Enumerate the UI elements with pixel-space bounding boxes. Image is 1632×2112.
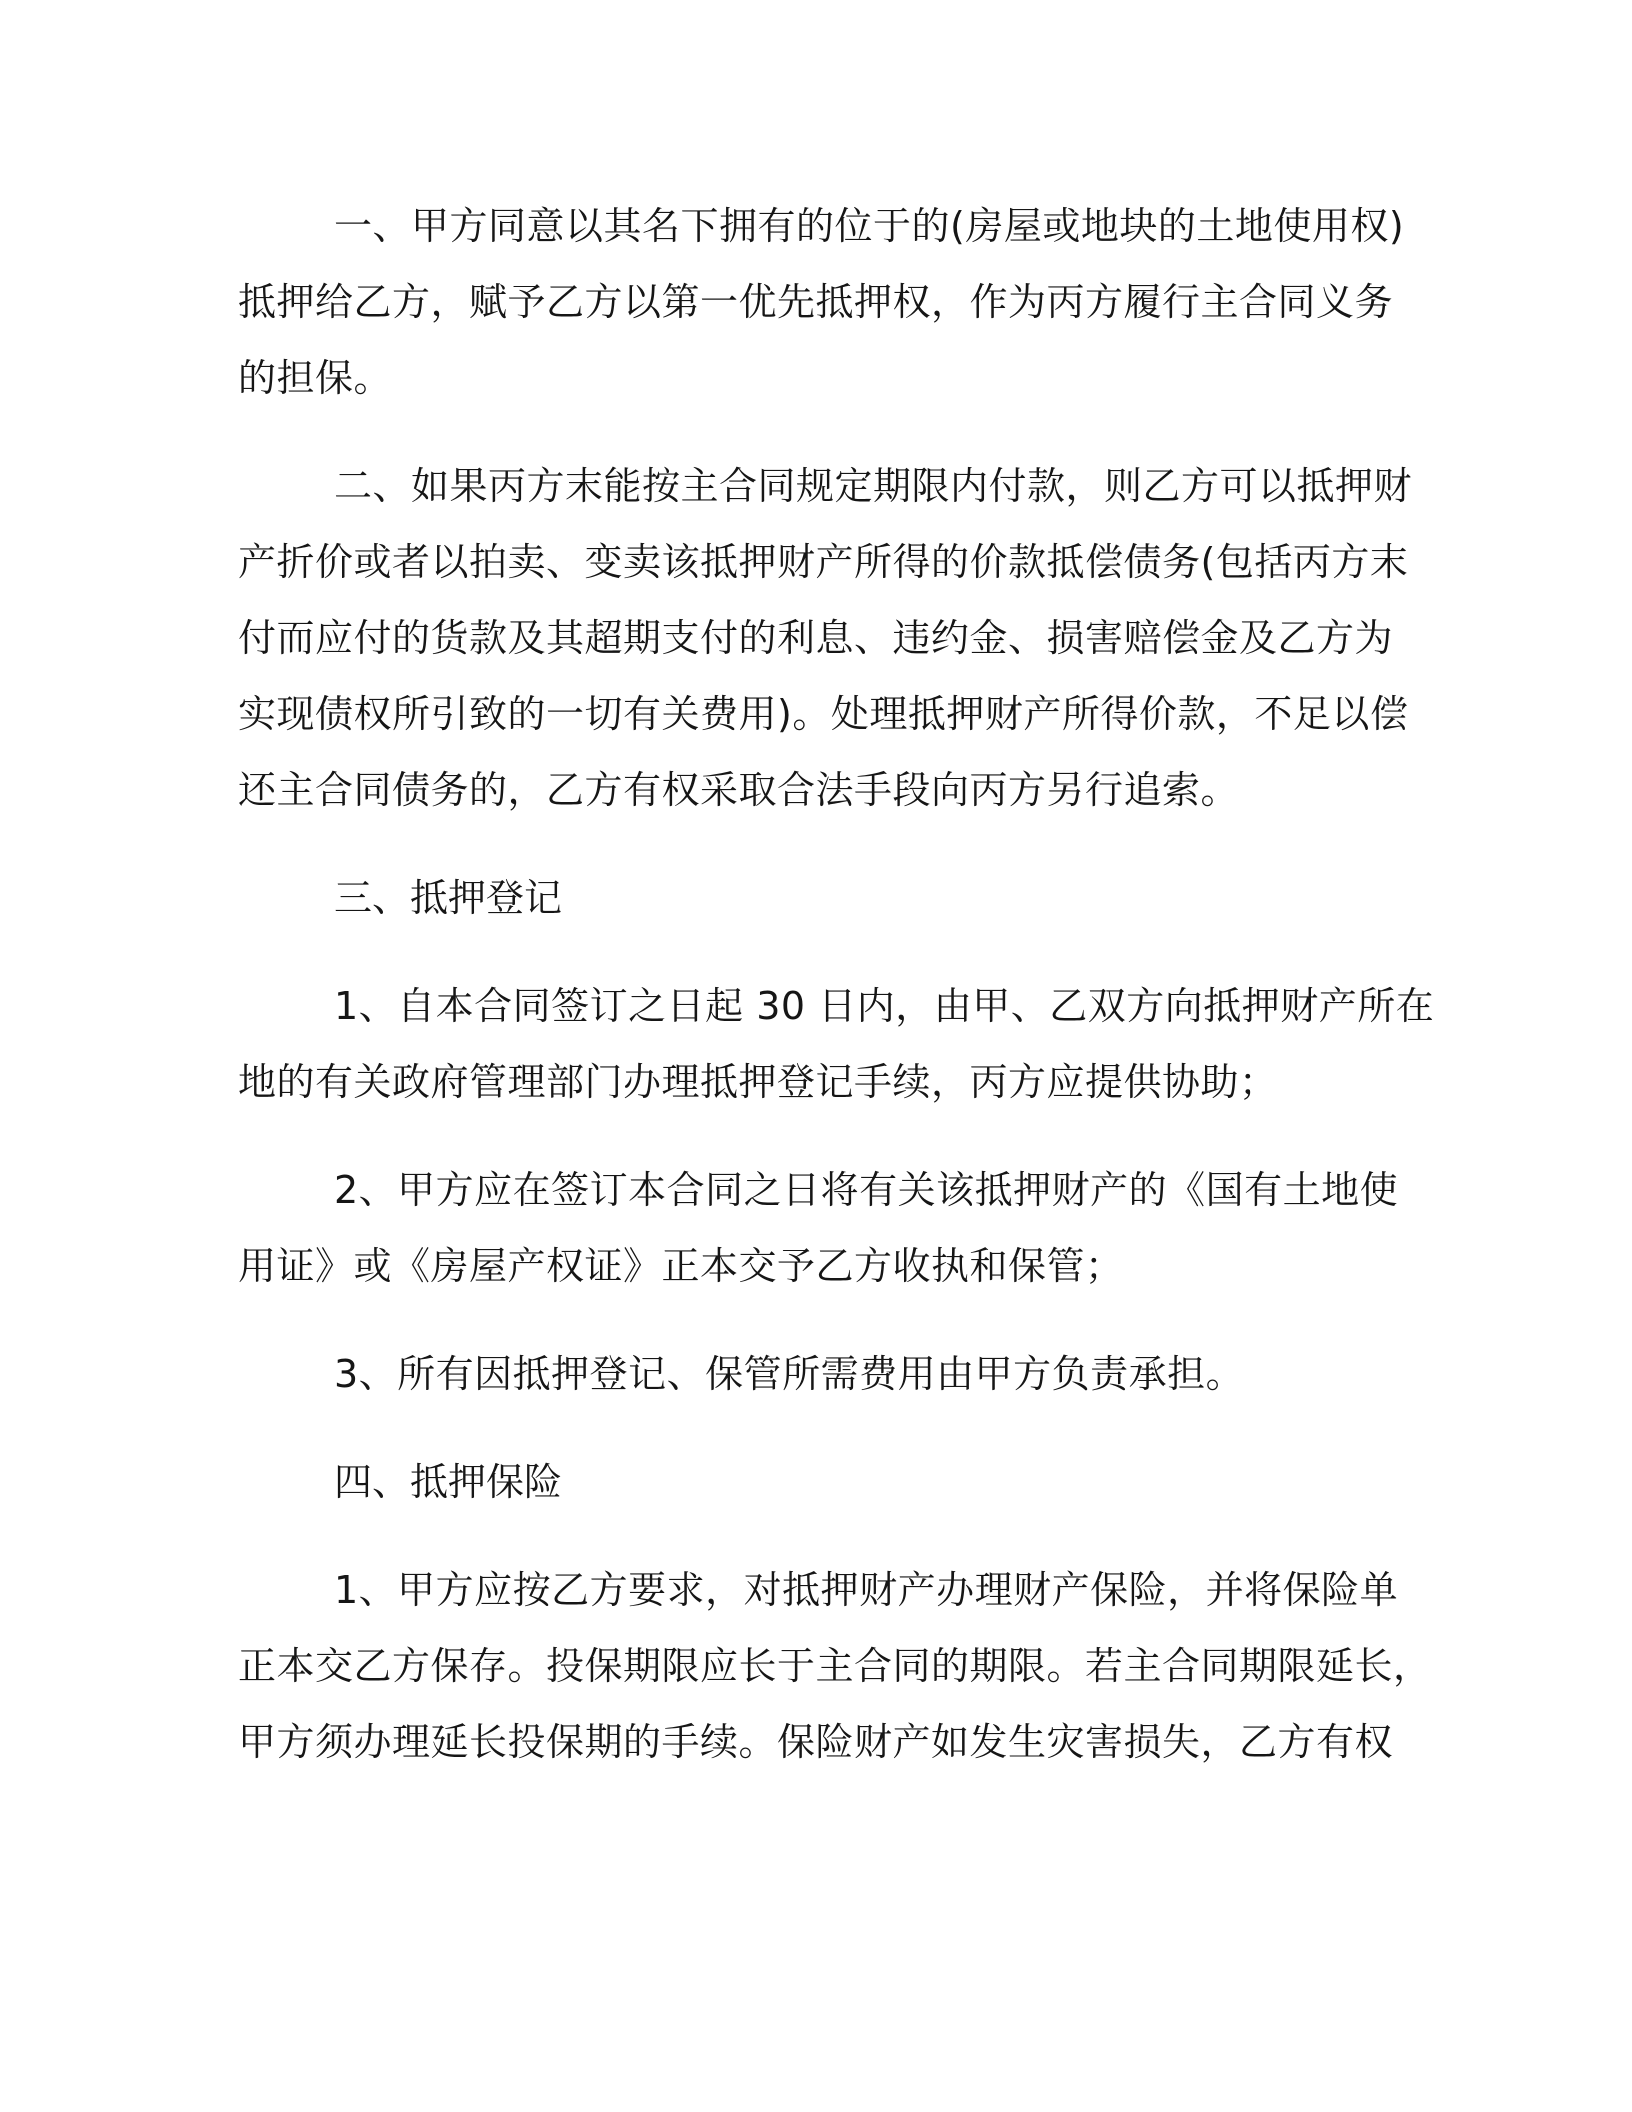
section-heading-registration: 三、抵押登记 xyxy=(334,876,563,920)
text-line: 付而应付的货款及其超期支付的利息、违约金、损害赔偿金及乙方为 xyxy=(238,616,1394,660)
document-body xyxy=(238,188,1435,1812)
clause-3-3-paragraph xyxy=(238,1336,1388,1412)
text-line: 用证》或《房屋产权证》正本交予乙方收执和保管； xyxy=(238,1244,1124,1288)
text-line: 2、甲方应在签订本合同之日将有关该抵押财产的《国有土地使 xyxy=(334,1168,1399,1212)
clause-3-2-paragraph xyxy=(238,1152,1399,1304)
text-line: 3、所有因抵押登记、保管所需费用由甲方负责承担。 xyxy=(334,1352,1245,1396)
clause-1-paragraph xyxy=(238,188,1405,416)
text-line: 的担保。 xyxy=(238,356,393,400)
text-line: 地的有关政府管理部门办理抵押登记手续，丙方应提供协助； xyxy=(238,1060,1278,1104)
text-line: 还主合同债务的，乙方有权采取合法手段向丙方另行追索。 xyxy=(238,768,1240,812)
clause-2-paragraph xyxy=(238,448,1413,828)
clause-3-1-paragraph xyxy=(238,968,1435,1120)
clause-4-1-paragraph xyxy=(238,1552,1432,1780)
text-line: 1、甲方应按乙方要求，对抵押财产办理财产保险，并将保险单 xyxy=(334,1568,1399,1612)
text-line: 1、自本合同签订之日起 30 日内，由甲、乙双方向抵押财产所在 xyxy=(334,984,1435,1028)
text-line: 甲方须办理延长投保期的手续。保险财产如发生灾害损失，乙方有权 xyxy=(238,1720,1394,1764)
text-line: 产折价或者以拍卖、变卖该抵押财产所得的价款抵偿债务(包括丙方末 xyxy=(238,540,1409,584)
text-line: 实现债权所引致的一切有关费用)。处理抵押财产所得价款，不足以偿 xyxy=(238,692,1409,736)
text-line: 抵押给乙方，赋予乙方以第一优先抵押权，作为丙方履行主合同义务 xyxy=(238,280,1394,324)
text-line: 二、如果丙方末能按主合同规定期限内付款，则乙方可以抵押财 xyxy=(334,464,1413,508)
text-line: 正本交乙方保存。投保期限应长于主合同的期限。若主合同期限延长， xyxy=(238,1644,1432,1688)
section-heading-insurance: 四、抵押保险 xyxy=(334,1460,563,1504)
text-line: 一、甲方同意以其名下拥有的位于的(房屋或地块的土地使用权) xyxy=(334,204,1405,248)
